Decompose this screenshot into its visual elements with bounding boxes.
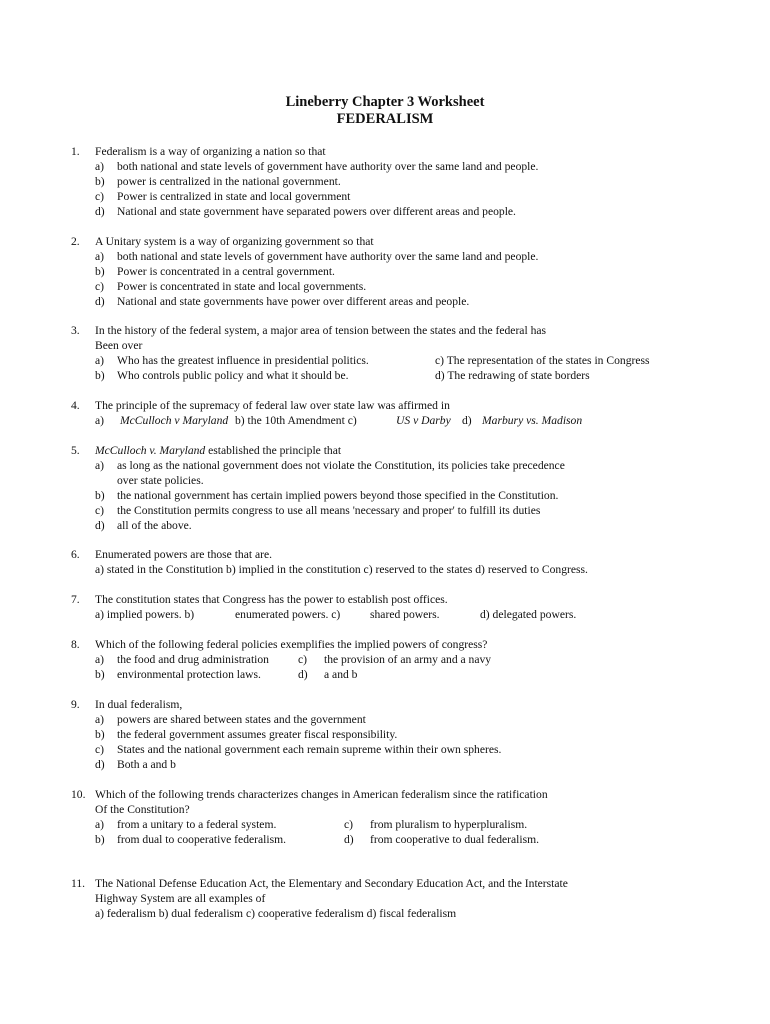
option-d-letter: d) — [298, 668, 308, 681]
option-a: a) both national and state levels of government have authority over the same land and people. — [95, 250, 539, 263]
options-line: a) stated in the Constitution b) implied in the constitution c) reserved to the states d) reserved to Congress. — [95, 563, 588, 576]
option-c: c) the Constitution permits congress to use all means 'necessary and proper' to fulfill its duties — [95, 504, 541, 517]
option-b: b) the federal government assumes greater fiscal responsibility. — [95, 728, 398, 741]
option-b: b) Power is concentrated in a central government. — [95, 265, 335, 278]
question-number: 1. — [71, 145, 80, 158]
option-b: b) the 10th Amendment c) — [235, 414, 357, 427]
option-d: d) National and state governments have power over different areas and people. — [95, 295, 470, 308]
option-row-bd — [95, 368, 711, 383]
option-b-letter: b) — [95, 668, 105, 681]
option-c: US v Darby — [396, 414, 451, 427]
question-stem: In dual federalism, — [95, 698, 183, 711]
question-4 — [71, 398, 711, 428]
option-a-letter: a) — [95, 653, 105, 666]
question-stem: The constitution states that Congress has the power to establish post offices. — [95, 593, 448, 606]
option-a: from a unitary to a federal system. — [117, 818, 277, 831]
question-number: 10. — [71, 788, 86, 801]
question-5 — [71, 443, 711, 533]
question-number: 9. — [71, 698, 80, 711]
options-line: a) federalism b) dual federalism c) cooperative federalism d) fiscal federalism — [95, 907, 457, 920]
option-c: c) States and the national government each remain supreme within their own spheres. — [95, 743, 502, 756]
question-stem-continued: Been over — [95, 339, 143, 352]
option-d: Marbury vs. Madison — [482, 414, 583, 427]
question-stem: The National Defense Education Act, the Elementary and Secondary Education Act, and the Interstate — [95, 877, 568, 890]
question-6 — [71, 547, 711, 577]
option-c: shared powers. — [370, 608, 440, 621]
option-d: d) all of the above. — [95, 519, 192, 532]
question-stem: McCulloch v. Maryland established the principle that — [95, 444, 342, 457]
option-b: b) power is centralized in the national government. — [95, 175, 341, 188]
option-d: from cooperative to dual federalism. — [370, 833, 540, 846]
worksheet-title: Lineberry Chapter 3 Worksheet — [285, 94, 485, 110]
question-number: 2. — [71, 235, 80, 248]
title-block — [0, 94, 770, 128]
question-9 — [71, 697, 711, 772]
question-number: 5. — [71, 444, 80, 457]
option-d: d) The redrawing of state borders — [435, 369, 590, 382]
option-c: c) Power is centralized in state and local government — [95, 190, 351, 203]
option-a-letter: a) — [95, 818, 105, 831]
option-d: d) delegated powers. — [480, 608, 577, 621]
option-a: McCulloch v Maryland — [120, 414, 229, 427]
option-b: from dual to cooperative federalism. — [117, 833, 287, 846]
option-b: environmental protection laws. — [117, 668, 261, 681]
question-number: 11. — [71, 877, 86, 890]
option-b-letter: b) — [95, 369, 105, 382]
option-b: b) the national government has certain implied powers beyond those specified in the Constitution. — [95, 489, 559, 502]
option-c-letter: c) — [298, 653, 308, 666]
option-c: c) Power is concentrated in state and local governments. — [95, 280, 367, 293]
question-2 — [71, 234, 711, 309]
option-b: enumerated powers. c) — [235, 608, 341, 621]
option-a: a) implied powers. b) — [95, 608, 195, 621]
worksheet-subtitle: FEDERALISM — [336, 111, 434, 127]
option-row-ac — [95, 353, 711, 368]
option-a: a) as long as the national government does not violate the Constitution, its policies take precedence — [95, 459, 565, 472]
question-number: 4. — [71, 399, 80, 412]
option-c: from pluralism to hyperpluralism. — [370, 818, 528, 831]
question-stem-continued: Of the Constitution? — [95, 803, 190, 816]
question-8 — [71, 637, 711, 682]
option-row-bd — [95, 832, 711, 847]
question-stem: Federalism is a way of organizing a nation so that — [95, 145, 326, 158]
option-d-letter: d) — [462, 414, 472, 427]
option-row-ac — [95, 817, 711, 832]
question-number: 7. — [71, 593, 80, 606]
option-a-letter: a) — [95, 414, 105, 427]
option-a-letter: a) — [95, 354, 105, 367]
question-stem: A Unitary system is a way of organizing government so that — [95, 235, 374, 248]
option-a-continued: over state policies. — [117, 474, 204, 487]
option-row — [95, 607, 711, 622]
question-stem: The principle of the supremacy of federal law over state law was affirmed in — [95, 399, 450, 412]
option-b-letter: b) — [95, 833, 105, 846]
question-stem-continued: Highway System are all examples of — [95, 892, 266, 905]
question-1 — [71, 144, 711, 219]
question-stem: Which of the following federal policies exemplifies the implied powers of congress? — [95, 638, 488, 651]
option-c: the provision of an army and a navy — [324, 653, 492, 666]
question-stem: In the history of the federal system, a major area of tension between the states and the federal has — [95, 324, 547, 337]
question-stem: Enumerated powers are those that are. — [95, 548, 273, 561]
question-number: 8. — [71, 638, 80, 651]
option-a: Who has the greatest influence in presidential politics. — [117, 354, 369, 367]
question-11 — [71, 876, 711, 921]
question-3 — [71, 323, 711, 383]
option-row-bd — [95, 667, 711, 682]
option-a: a) powers are shared between states and the government — [95, 713, 366, 726]
option-d: a and b — [324, 668, 358, 681]
question-stem: Which of the following trends characterizes changes in American federalism since the ratification — [95, 788, 548, 801]
question-7 — [71, 592, 711, 622]
option-a: the food and drug administration — [117, 653, 269, 666]
question-number: 3. — [71, 324, 80, 337]
case-name: McCulloch v. Maryland — [95, 444, 206, 457]
option-row — [95, 413, 711, 428]
question-10 — [71, 787, 711, 847]
option-d-letter: d) — [344, 833, 354, 846]
option-b: Who controls public policy and what it should be. — [117, 369, 349, 382]
option-c-letter: c) — [344, 818, 354, 831]
option-d: d) National and state government have separated powers over different areas and people. — [95, 205, 516, 218]
option-c: c) The representation of the states in Congress — [435, 354, 650, 367]
option-row-ac — [95, 652, 711, 667]
option-d: d) Both a and b — [95, 758, 176, 771]
question-number: 6. — [71, 548, 80, 561]
option-a: a) both national and state levels of government have authority over the same land and people. — [95, 160, 539, 173]
